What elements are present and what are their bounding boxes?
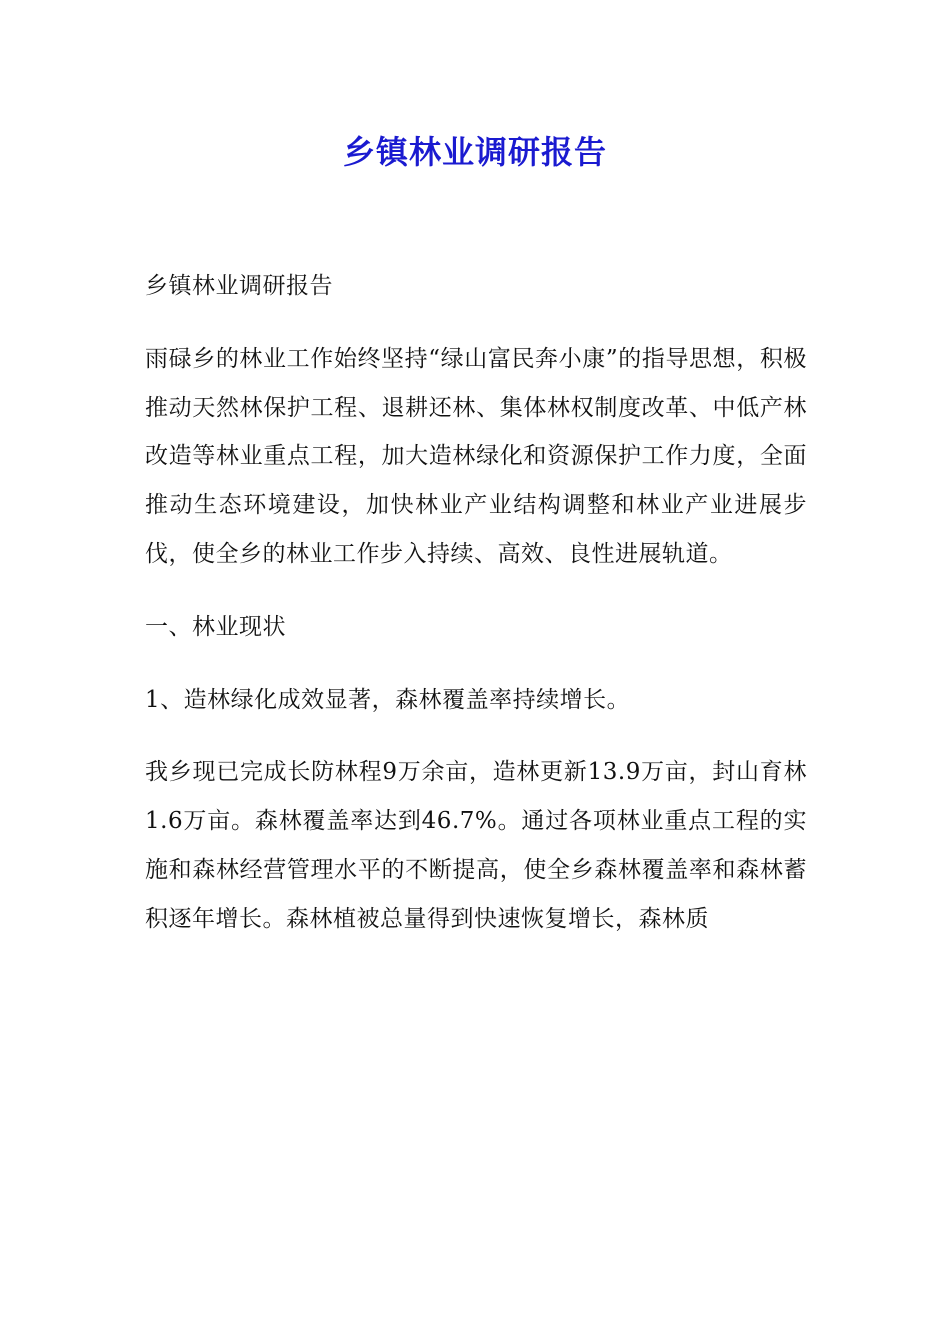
subsection-heading-afforestation: 1、造林绿化成效显著，森林覆盖率持续增长。 <box>145 686 631 713</box>
paragraph-afforestation-details: 我乡现已完成长防林程9万余亩，造林更新13.9万亩，封山育林1.6万亩。森林覆盖率达到46.7%。通过各项林业重点工程的实施和森林经营管理水平的不断提高，使全乡森林覆盖率和森林蓄积逐年增长。森林植被总量得到快速恢复增长，森林质 <box>145 759 807 932</box>
document-body <box>145 262 807 944</box>
section-heading-forestry-status: 一、林业现状 <box>145 613 286 640</box>
paragraph-intro: 雨碌乡的林业工作始终坚持“绿山富民奔小康”的指导思想，积极推动天然林保护工程、退耕还林、集体林权制度改革、中低产林改造等林业重点工程，加大造林绿化和资源保护工作力度，全面推动生态环境建设，加快林业产业结构调整和林业产业进展步伐，使全乡的林业工作步入持续、高效、良性进展轨道。 <box>145 345 807 567</box>
document-title: 乡镇林业调研报告 <box>342 133 607 171</box>
paragraph-subtitle: 乡镇林业调研报告 <box>145 273 333 299</box>
